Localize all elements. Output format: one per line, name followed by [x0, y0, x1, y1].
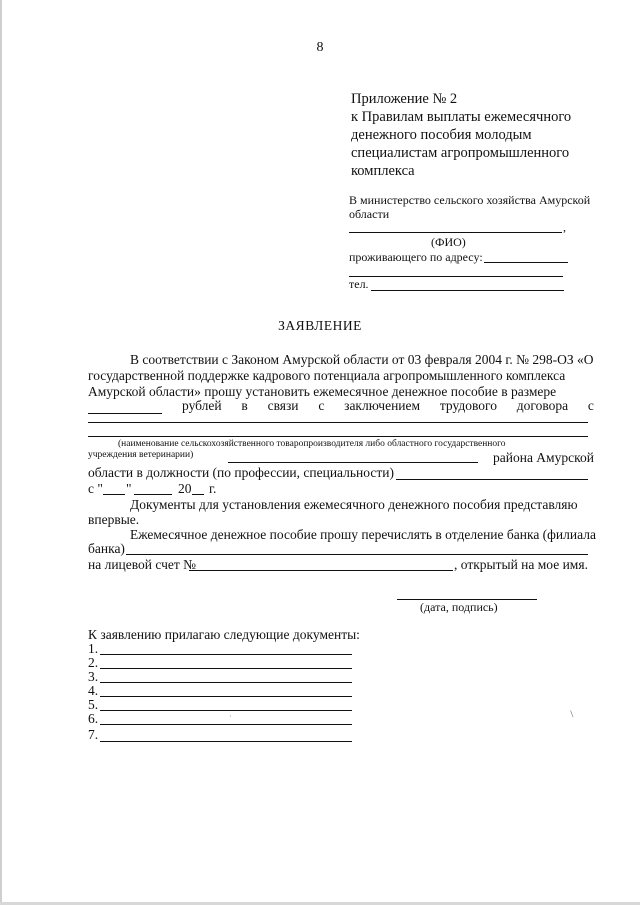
amount-field-line[interactable]	[88, 413, 162, 414]
word: с	[318, 398, 325, 413]
phone-field-line[interactable]	[371, 290, 564, 291]
body-line-2: государственной поддержке кадрового потенциала агропромышленного комплекса	[88, 368, 566, 383]
attachment-number: 5.	[88, 697, 99, 712]
attachment-number: 1.	[88, 641, 99, 656]
region-label: района Амурской	[493, 450, 594, 465]
position-label: области в должности (по профессии, специальности)	[88, 465, 394, 480]
addressee-line-1: В министерство сельского хозяйства Амурской	[349, 193, 591, 207]
date-day-line[interactable]	[103, 494, 125, 495]
date-mid: "	[126, 481, 132, 496]
attachment-field-line[interactable]	[100, 654, 352, 655]
date-year-line[interactable]	[192, 494, 204, 495]
account-prefix: на лицевой счет №	[88, 557, 197, 572]
bank-line-2: банка)	[88, 541, 125, 556]
employer-note-1: (наименование сельскохозяйственного товаропроизводителя либо областного государственного	[118, 439, 506, 449]
attachment-field-line[interactable]	[100, 724, 352, 725]
address-field-line-2[interactable]	[349, 276, 563, 277]
appendix-line-2: к Правилам выплаты ежемесячного	[351, 109, 572, 125]
attachment-field-line[interactable]	[100, 710, 352, 711]
appendix-line-4: специалистам агропромышленного	[351, 145, 570, 161]
employer-note-2: учреждения ветеринарии)	[88, 450, 194, 460]
body-line-3: Амурской области» прошу установить ежемесячное денежное пособие в размере	[88, 384, 557, 399]
comma: ,	[563, 220, 566, 234]
docs-line-2: впервые.	[88, 512, 140, 527]
word: в	[241, 398, 248, 413]
word: заключением	[344, 398, 421, 413]
scan-mark: /	[567, 709, 577, 720]
attachment-number: 3.	[88, 669, 99, 684]
attachment-field-line[interactable]	[100, 668, 352, 669]
fio-label: (ФИО)	[431, 235, 466, 249]
attachment-field-line[interactable]	[100, 741, 352, 742]
page-number: 8	[316, 40, 324, 55]
account-suffix: , открытый на мое имя.	[454, 557, 588, 572]
scan-speck: ·	[229, 712, 232, 721]
employer-field-line-2[interactable]	[88, 436, 588, 437]
appendix-line-3: денежного пособия молодым	[351, 127, 532, 143]
attachment-number: 4.	[88, 683, 99, 698]
addressee-line-2: области	[349, 207, 390, 221]
residing-label: проживающего по адресу:	[349, 250, 483, 264]
date-prefix: с "	[88, 481, 103, 496]
phone-label: тел.	[349, 277, 369, 291]
address-field-line-1[interactable]	[484, 262, 568, 263]
account-field-line[interactable]	[189, 570, 453, 571]
word: трудового	[439, 398, 497, 413]
body-line-4	[182, 398, 594, 414]
date-month-line[interactable]	[134, 494, 172, 495]
body-line-1: В соответствии с Законом Амурской области от 03 февраля 2004 г. № 298-ОЗ «О	[130, 352, 594, 367]
attachments-heading: К заявлению прилагаю следующие документы:	[88, 627, 360, 642]
document-title: ЗАЯВЛЕНИЕ	[278, 318, 362, 333]
word: связи	[267, 398, 299, 413]
attachment-number: 7.	[88, 727, 99, 742]
signature-label: (дата, подпись)	[420, 600, 498, 614]
date-year: 20	[178, 481, 192, 496]
bank-line-1: Ежемесячное денежное пособие прошу перечислять в отделение банка (филиала	[130, 527, 596, 542]
employer-field-line-3[interactable]	[228, 462, 478, 463]
appendix-line-5: комплекса	[351, 163, 415, 179]
position-field-line[interactable]	[396, 479, 588, 480]
word: договора	[516, 398, 569, 413]
date-suffix: г.	[209, 481, 217, 496]
attachment-number: 6.	[88, 711, 99, 726]
bank-field-line[interactable]	[126, 554, 588, 555]
attachment-field-line[interactable]	[100, 682, 352, 683]
scan-edge	[0, 0, 2, 905]
appendix-line-1: Приложение № 2	[351, 91, 458, 107]
fio-field-line[interactable]	[349, 232, 562, 233]
docs-line-1: Документы для установления ежемесячного денежного пособия представляю	[130, 497, 578, 512]
employer-field-line-1[interactable]	[88, 422, 588, 423]
attachment-field-line[interactable]	[100, 696, 352, 697]
word: рублей	[182, 398, 222, 413]
attachment-number: 2.	[88, 655, 99, 670]
word: с	[587, 398, 594, 413]
